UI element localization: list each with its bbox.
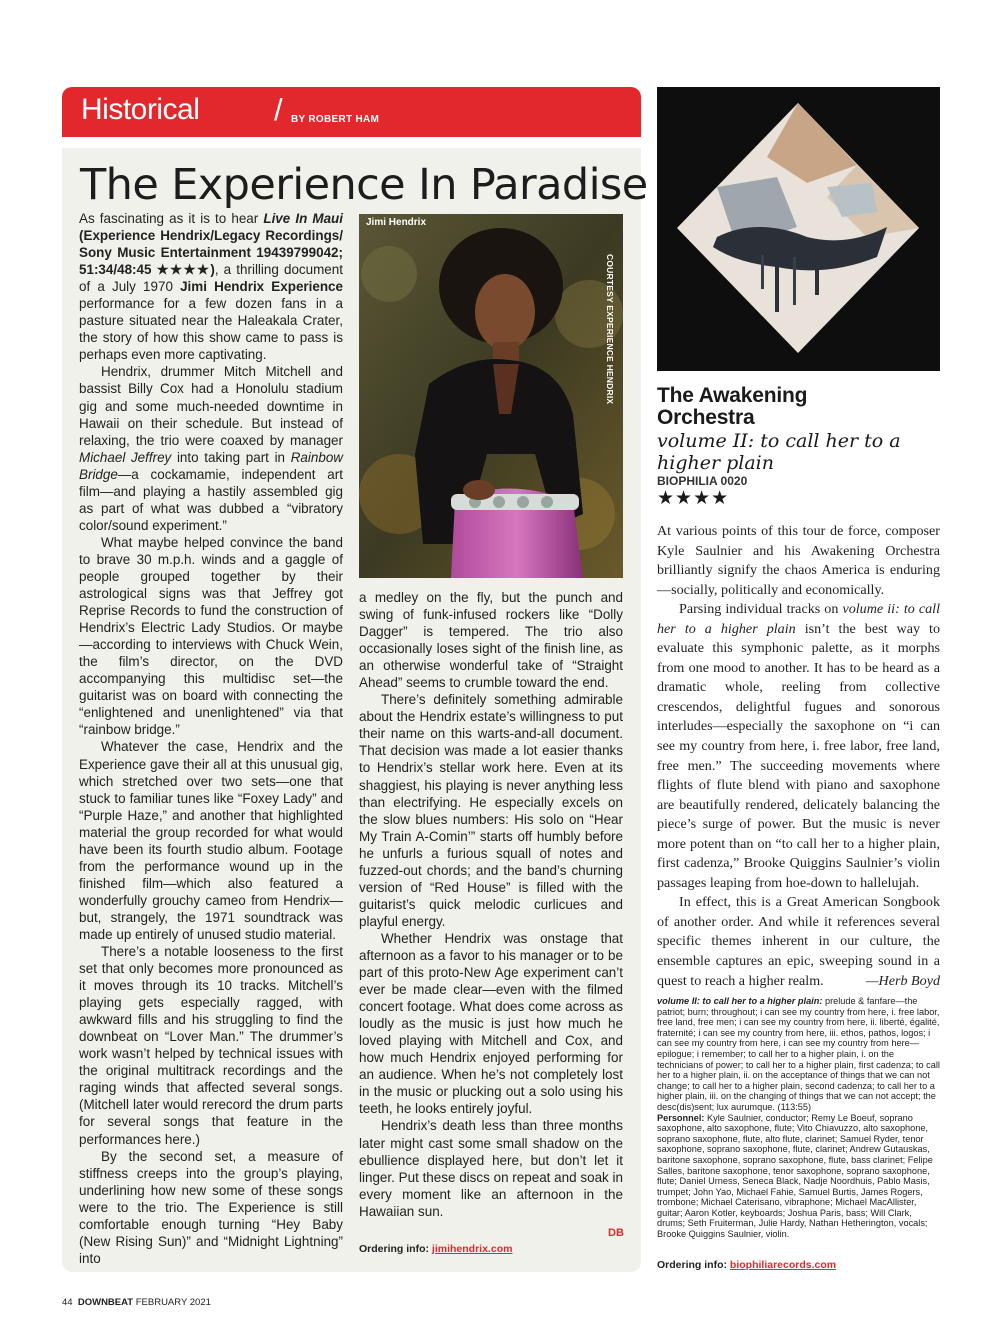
feature-paragraph: As fascinating as it is to hear Live In Maui (Experience Hendrix/Legacy Recordings/ Sony Music Entertainment 19439799042; 51:34/48:45 ★★★★), a thrilling document of a July 1970 Jimi Hendrix Experience performance for a few dozen fans in a pasture situated near the Haleakala Crater, the story of how this show came to pass is perhaps even more captivating. <box>79 211 344 363</box>
feature-paragraph: There’s definitely something admirable about the Hendrix estate’s willingness to put their name on this warts-and-all document. That decision was made a lot easier thanks to Hendrix’s stellar work here. Even at its shaggiest, his playing is never anything less than electrifying. He especially excels on the slow blues numbers: His solo on “Hear My Train A-Comin’” starts off humbly before he unfurls a furious squall of notes and fuzzed-out chords; and the band’s churning version of “Red House” is filled with the guitarist’s quick melodic curlicues and playful energy. <box>359 692 623 929</box>
jimihendrix-link[interactable]: jimihendrix.com <box>431 1243 513 1255</box>
review-label: BIOPHILIA 0020 <box>657 474 748 488</box>
review-column <box>657 522 940 991</box>
feature-paragraph: What maybe helped convince the band to brave 30 m.p.h. winds and a gaggle of people grouped together by their astrological signs was that Jeffrey got Reprise Records to fund the construction of Hendrix’s Electric Lady Studios. Or maybe—according to interviews with Chuck Wein, the film’s director, on the DVD accompanying this multidisc set—the guitarist was on board with connecting the “enlightened and unenlightened” via that “rainbow bridge.” <box>79 534 343 738</box>
personnel: Personnel: Kyle Saulnier, conductor; Remy Le Boeuf, soprano saxophone, alto saxophone, flute; Vito Chiavuzzo, alto saxophone, soprano saxophone, flute, alto flute, clarinet; Samuel Ryder, tenor saxophone, soprano saxophone, flute, clarinet; Andrew Gutauskas, baritone saxophone, soprano saxophone, flute, bass clarinet; Felipe Salles, baritone saxophone, tenor saxophone, soprano saxophone, flute; Daniel Urness, Seneca Black, Nadje Noordhuis, Pablo Masis, trumpet; John Yao, Michael Fahie, Samuel Burtis, James Rogers, trombone; Michael Caterisano, vibraphone; Michael MacAllister, guitar; Aaron Kotler, keyboards; Joshua Paris, bass; Will Clark, drums; Seth Fruiterman, Julie Hardy, Nathan Hetherington, vocals; Brooke Quiggins Saulnier, violin. <box>657 1112 933 1240</box>
tracklist-block <box>657 996 940 1240</box>
feature-paragraph: a medley on the fly, but the punch and swing of funk-infused rockers like “Dolly Dagger” is tempered. The trio also occasionally loses sight of the finish line, as an otherwise wonderful take of “Straight Ahead” seems to crumble toward the end. <box>359 590 623 691</box>
section-slash: / <box>274 92 283 127</box>
page-number: 44 <box>62 1297 73 1308</box>
review-paragraph: Parsing individual tracks on volume ii: to call her to a higher plain isn’t the best way to evaluate this symphonic palette, as it morphs from one mood to another. It has to be heard as a dramatic whole, reeling from collective crescendos, delightful fugues and sonorous interludes—especially the saxophone on “i can see my country from here, i. free labor, free land, free men.” The succeeding movements where flights of flute blend with piano and saxophone are beautifully rendered, delicately balancing the piece’s surge of power. But the music is never more potent than on “to call her to a higher plain, first cadenza,” Brooke Quiggins Saulnier’s violin passages leaping from hoe-down to hallelujah. <box>657 601 940 891</box>
feature-paragraph: Hendrix’s death less than three months later might cast some small shadow on the ebullience displayed here, but don’t let it linger. Put these discs on repeat and soak in every moment like an afternoon in the Hawaiian sun. <box>359 1118 623 1219</box>
feature-paragraph: There’s a notable looseness to the first set that only becomes more pronounced as it moves through its 10 tracks. Mitchell’s playing gets especially ragged, with awkward fills and his struggling to find the downbeat on “Lover Man.” The drummer’s work wasn’t helped by technical issues with the original multitrack recordings and the raging winds that affected several songs. (Mitchell later would rerecord the drum parts for several songs that feature in the performances here.) <box>79 944 343 1147</box>
feature-paragraph: Hendrix, drummer Mitch Mitchell and bassist Billy Cox had a Honolulu stadium gig and some much-needed downtime in Hawaii on their schedule. But instead of relaxing, the trio were coaxed by manager Michael Jeffrey into taking part in Rainbow Bridge—a cockamamie, independent art film—and playing a hastily assembled gig as part of what was dubbed a “vibratory color/sound experiment.” <box>79 364 343 533</box>
photo-caption: Jimi Hendrix <box>366 217 427 228</box>
feature-paragraph: Whatever the case, Hendrix and the Experience gave their all at this unusual gig, which stretched over two sets—one that stuck to familiar tunes like “Foxey Lady” and “Purple Haze,” and another that highlighted material the group recorded for what would have been its fourth studio album. Footage from the performance wound up in the finished film—which also featured a wonderfully grouchy cameo from Hendrix—but, strangely, the 1971 soundtrack was made up entirely of unused studio material. <box>79 739 343 942</box>
album-title: Live In Maui <box>263 211 344 226</box>
hendrix-photo <box>359 214 623 578</box>
section-banner <box>62 87 641 137</box>
feature-column-left <box>79 210 343 1267</box>
review-album: volume II: to call her to a higher plain <box>657 430 901 474</box>
review-signature: —Herb Boyd <box>866 972 940 989</box>
feature-column-right <box>359 589 623 1220</box>
signoff-mark: DB <box>608 1227 624 1239</box>
tracklist: volume II: to call her to a higher plain: prelude & fanfare—the patriot; burn; throughout; i can see my country from here, i. free labor, free land, free men; i can see my country from here, ii. liberté, égalité, fraternité; i can see my country from here, iii. ethos, pathos, logos; i can see my country from here, i can see my country from here—epilogue; i remember; to call her to a higher plain, i. on the technicians of power; to call her to a higher plain, first cadenza; to call her to a higher plain, ii. on the acceptance of things that we can not change; to call her to a higher plain, second cadenza; to call her to a higher plain, iii. on the changing of things that we can not accept; the desc(dis)sent; lux aurumque. (113:55) <box>657 996 940 1112</box>
review-paragraph: At various points of this tour de force, composer Kyle Saulnier and his Awakening Orchestra brilliantly signify the chaos America is enduring—socially, politically and economically. <box>657 523 940 598</box>
page-folio <box>62 1297 211 1308</box>
album-cover <box>657 87 940 371</box>
feature-paragraph: Whether Hendrix was onstage that afternoon as a favor to his manager or to be part of this proto-New Age experiment can’t ever be made clear—even with the filmed concert footage. What does come across as loudly as the music is just how much he loved playing with Mitchell and Cox, and how much Hendrix enjoyed performing for an audience. When he’s not completely lost in the music or plucking out a solo using his teeth, he looks entirely joyful. <box>359 930 623 1117</box>
photo-credit: COURTESY EXPERIENCE HENDRIX <box>605 254 615 405</box>
feature-ordering-info: Ordering info: jimihendrix.com <box>359 1243 513 1255</box>
issue-date: FEBRUARY 2021 <box>135 1297 211 1308</box>
album-cover-art <box>657 87 940 371</box>
review-paragraph: In effect, this is a Great American Songbook of another order. And while it references several specific themes inherent in our culture, the ensemble captures an epic, sweeping sound in a quest to reach a higher realm. —Herb Boyd <box>657 893 940 991</box>
review-ordering-info: Ordering info: biophiliarecords.com <box>657 1259 837 1271</box>
review-artist: The Awakening Orchestra <box>657 384 808 429</box>
album-label-info: (Experience Hendrix/Legacy Recordings/ Sony Music Entertainment 19439799042; 51:34/48:45 ★★★★) <box>79 228 343 278</box>
biophilia-link[interactable]: biophiliarecords.com <box>729 1259 837 1271</box>
feature-paragraph: By the second set, a measure of stiffness creeps into the group’s playing, underlining how new some of these songs were to the trio. The Experience is still comfortable enough turning “Hey Baby (New Rising Sun)” and “Midnight Lightning” into <box>79 1148 343 1266</box>
headline: The Experience In Paradise <box>80 160 648 210</box>
photo-illustration <box>359 214 623 578</box>
artist-name: Jimi Hendrix Experience <box>180 279 344 295</box>
magazine-name: DOWNBEAT <box>77 1297 134 1308</box>
byline: BY ROBERT HAM <box>291 114 380 125</box>
section-name: Historical <box>81 93 200 126</box>
review-rating: ★★★★ <box>657 488 730 509</box>
